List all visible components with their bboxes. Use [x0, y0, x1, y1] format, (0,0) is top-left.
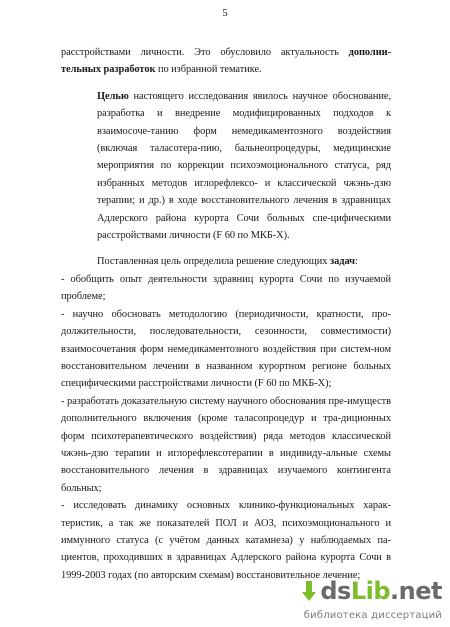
goal-term: Целью: [97, 90, 129, 102]
page-number: 5: [222, 8, 228, 19]
body-text: [61, 44, 391, 584]
dslib-logo-text: [320, 579, 442, 603]
paragraph-intro-end: по избранной тематике.: [155, 64, 262, 76]
paragraph-tasks-intro: [61, 253, 391, 270]
tasks-intro-text: Поставленная цель определила решение следующих: [97, 256, 330, 268]
paragraph-goal: [61, 88, 391, 245]
paragraph-intro: [61, 44, 391, 79]
task-item-1: - обобщить опыт деятельности здравниц курорта Сочи по изучаемой проблеме;: [61, 273, 391, 303]
paragraph-intro-bold: дополни-тельных разработок: [61, 47, 391, 76]
logo-ds: ds: [320, 577, 351, 605]
tasks-term: задач: [329, 256, 355, 268]
task-item-3: - разработать доказательную систему научного обоснования пре-имуществ дополнительного включения (кроме таласопроцедур и тра-диционных форм психотерапевтического воздействия) ряда методов классической чжэнь-дзю терапии и иглорефлексотерапии в индивиду-альные схемы восстановительного лечения в здравницах изучаемого контингента больных;: [61, 395, 391, 494]
goal-text: настоящего исследования явилось научное обоснование, разработка и внедрение модифицированных подходов к взаимосоче-танию форм немедикаментозного воздействия (включая таласотера-пию, бальнеопроцедуры, медицинские мероприятия по коррекции психоэмоционального статуса, ряд избранных методов иглорефлексо- и классической чжэнь-дзю терапии; и др.) в ходе восстановительного лечения в здравницах Адлерского района курорта Сочи больных спе-цифическими расстройствами личности (F 60 по МКБ-X).: [97, 90, 391, 242]
dslib-tagline: библиотека диссертаций: [303, 610, 442, 621]
logo-lib: Lib: [350, 577, 391, 605]
logo-net: .net: [390, 577, 442, 605]
tasks-colon: :: [355, 256, 358, 268]
download-arrow-icon: [302, 581, 316, 603]
task-item-2: - научно обосновать методологию (периодичности, кратности, про-должительности, последовательности, сезонности, совместимости) взаимосочетания форм немедикаментозного воздействия при систем-ном восстановительном лечении в названном курортном регионе больных специфическими расстройствами личности (F 60 по МКБ-X);: [61, 308, 391, 390]
paragraph-intro-text: расстройствами личности. Это обусловило актуальность: [61, 47, 349, 58]
task-item-4: - исследовать динамику основных клинико-функциональных харак-теристик, а так же показателей ПОЛ и АОЗ, психоэмоционального и иммунного статуса (с учётом данных катамнеза) у наблюдаемых па-циентов, проходивших в здравницах Адлерского района курорта Сочи в 1999-2003 годах (по авторским схемам) восстановительное лечение;: [61, 500, 391, 581]
dslib-logo: [302, 577, 442, 603]
dslib-watermark: [292, 577, 442, 621]
